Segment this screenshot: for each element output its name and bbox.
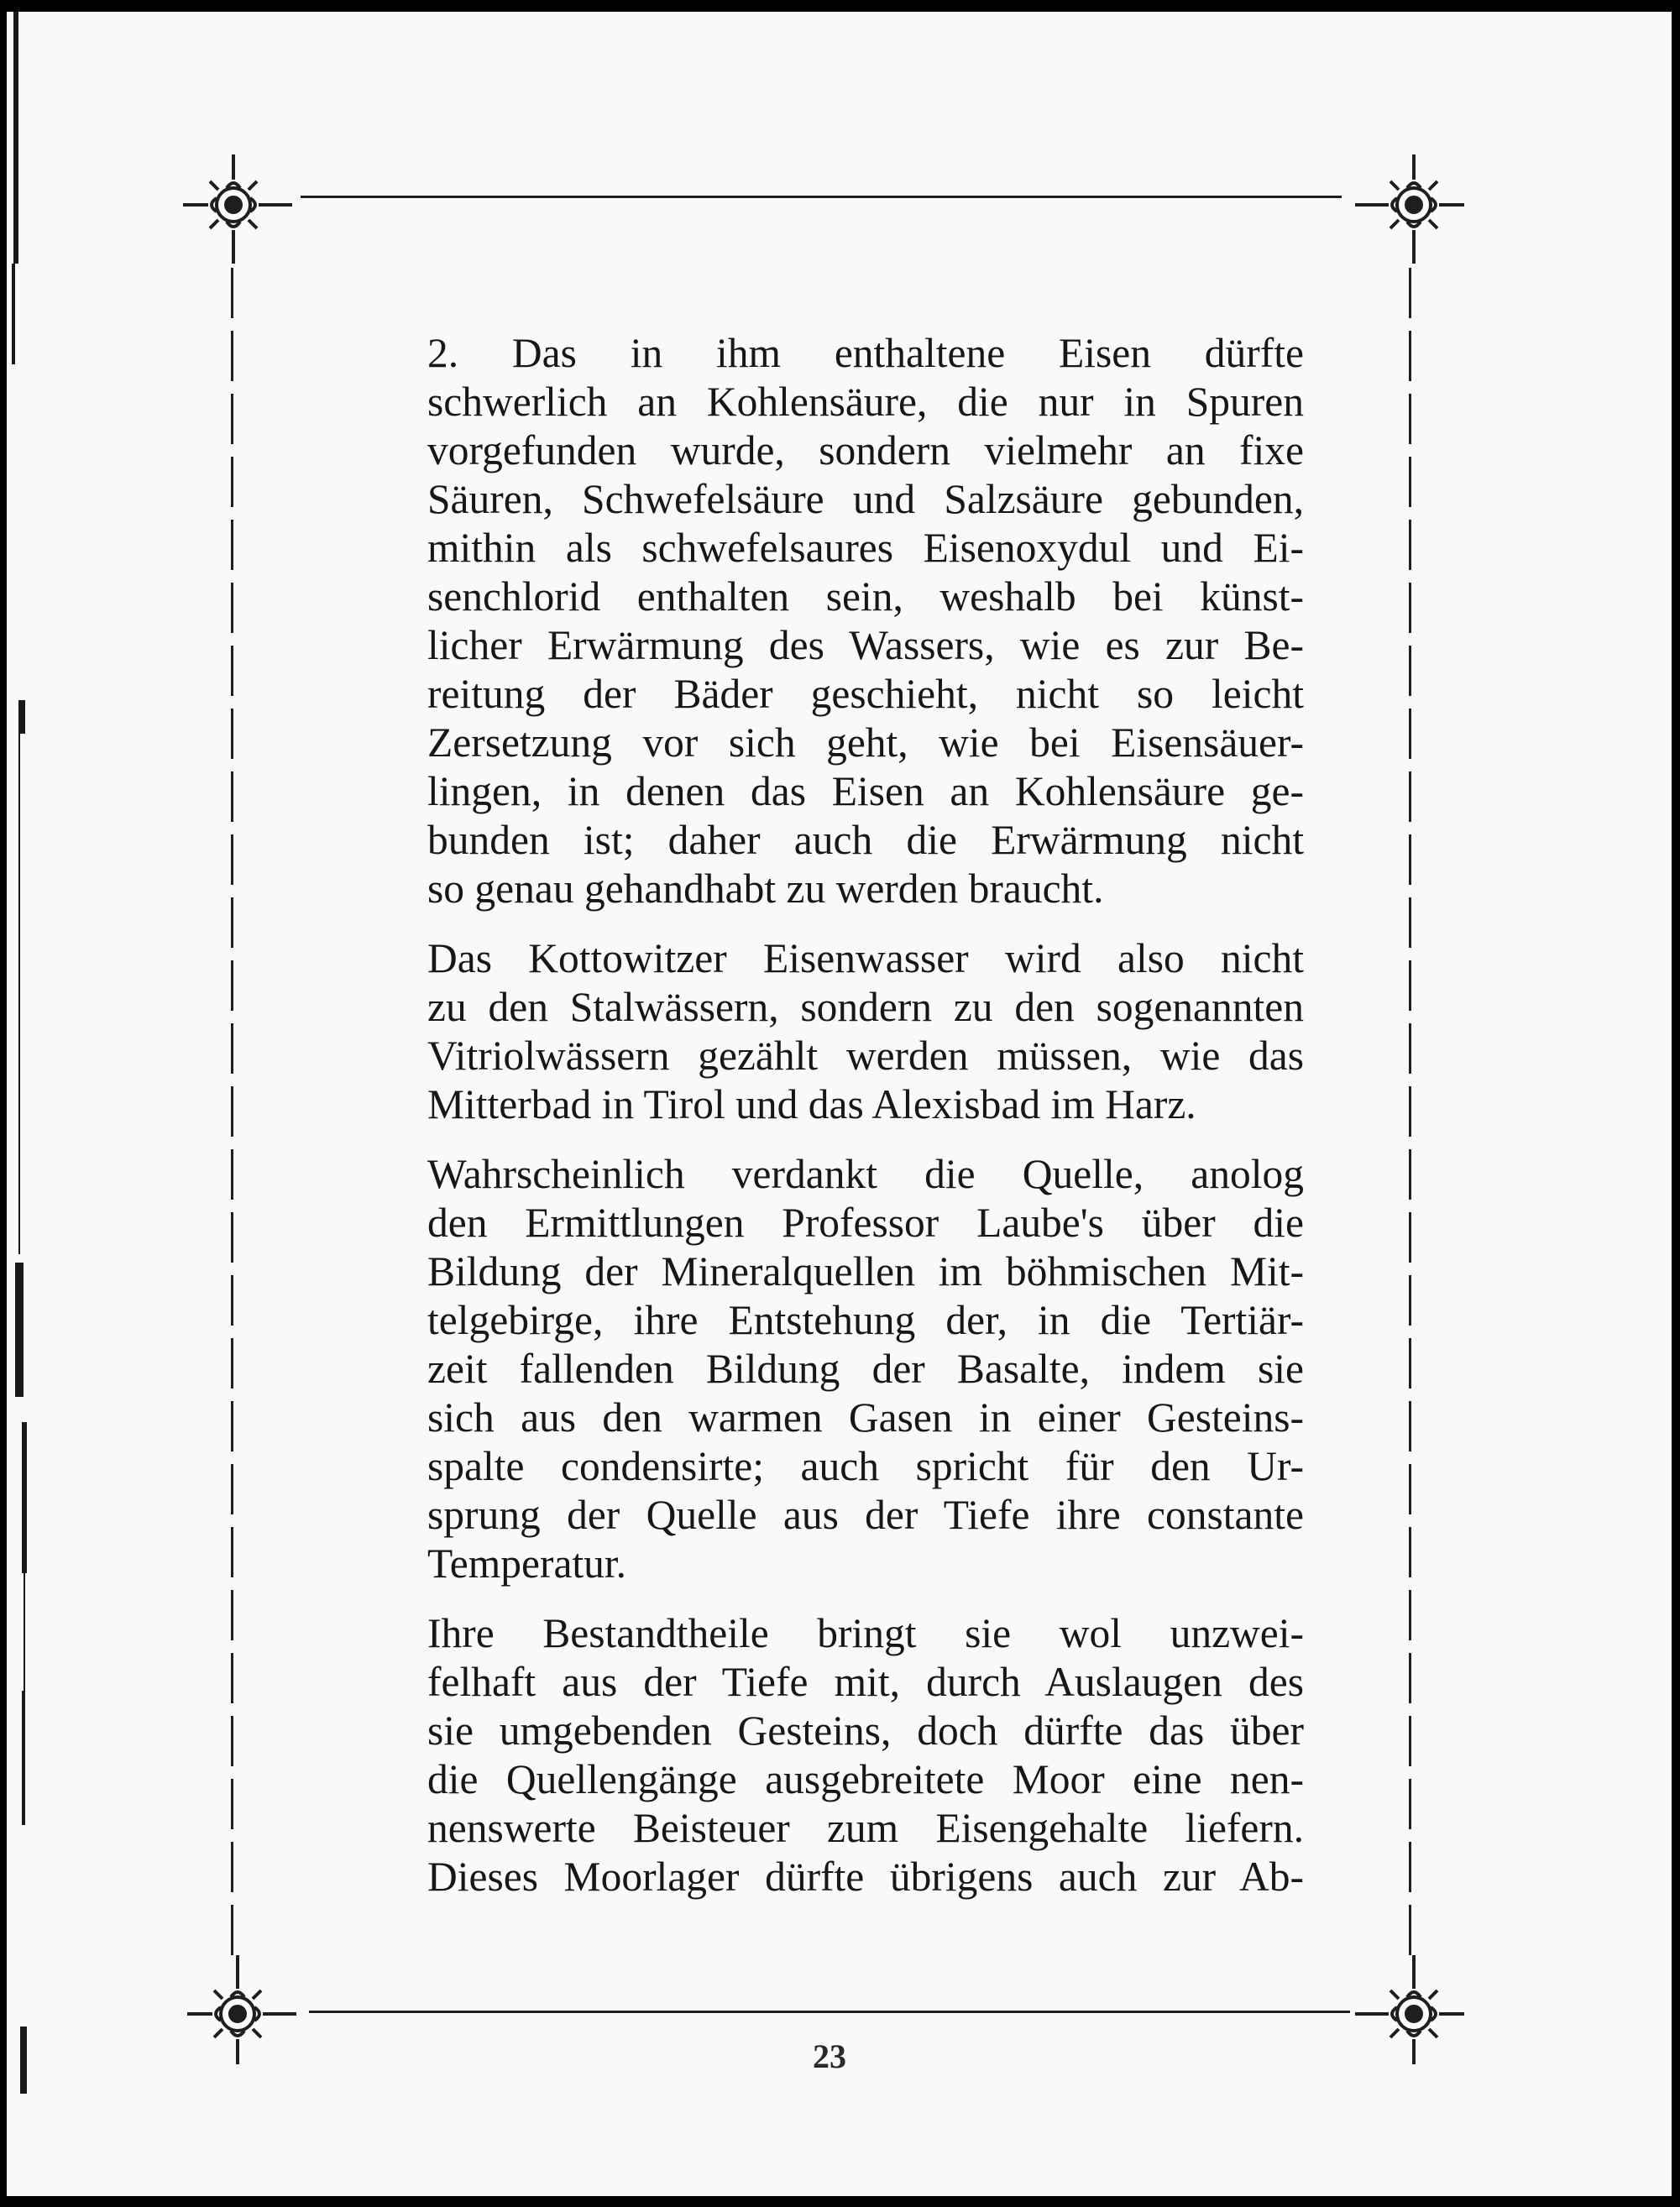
text-line: telgebirge, ihre Entstehung der, in die Tertiär- — [427, 1297, 1304, 1343]
text-line: 2. Das in ihm enthaltene Eisen dürfte — [427, 330, 1304, 376]
text-line: sprung der Quelle aus der Tiefe ihre constante — [427, 1492, 1304, 1538]
frame-bottom-rule — [309, 2011, 1350, 2013]
text-line: reitung der Bäder geschieht, nicht so leicht — [427, 671, 1304, 717]
text-line: zu den Stalwässern, sondern zu den sogenannten — [427, 984, 1304, 1030]
frame-right-rule — [1409, 268, 1411, 1955]
text-line: so genau gehandhabt zu werden braucht. — [427, 866, 1104, 912]
text-line: sie umgebenden Gesteins, doch dürfte das über — [427, 1708, 1304, 1754]
text-line: Mitterbad in Tirol und das Alexisbad im Harz. — [427, 1081, 1196, 1127]
paragraph-3 — [352, 1150, 1304, 1588]
binding-edge — [7, 12, 42, 2196]
corner-ornament-top-left-icon — [166, 138, 301, 272]
text-line: lingen, in denen das Eisen an Kohlensäure ge- — [427, 768, 1304, 814]
text-line: Dieses Moorlager dürfte übrigens auch zur Ab- — [427, 1854, 1304, 1900]
text-line: Vitriolwässern gezählt werden müssen, wie das — [427, 1033, 1304, 1079]
text-line: mithin als schwefelsaures Eisenoxydul und Ei- — [427, 525, 1304, 571]
text-line: Säuren, Schwefelsäure und Salzsäure gebunden, — [427, 476, 1304, 522]
text-line: den Ermittlungen Professor Laube's über die — [427, 1200, 1304, 1246]
text-line: spalte condensirte; auch spricht für den Ur- — [427, 1443, 1304, 1489]
text-line: bunden ist; daher auch die Erwärmung nicht — [427, 817, 1304, 863]
text-line: Wahrscheinlich verdankt die Quelle, anolog — [427, 1151, 1304, 1197]
text-line: senchlorid enthalten sein, weshalb bei künst- — [427, 573, 1304, 620]
text-line: licher Erwärmung des Wassers, wie es zur Be- — [427, 622, 1304, 668]
text-line: felhaft aus der Tiefe mit, durch Auslaugen des — [427, 1659, 1304, 1705]
text-line: Temperatur. — [427, 1540, 627, 1587]
corner-ornament-bottom-left-icon — [170, 1947, 305, 2081]
book-page — [7, 12, 1672, 2196]
text-line: Bildung der Mineralquellen im böhmischen Mit- — [427, 1248, 1304, 1294]
corner-ornament-bottom-right-icon — [1347, 1947, 1481, 2081]
text-line: schwerlich an Kohlensäure, die nur in Spuren — [427, 379, 1304, 425]
paragraph-1 — [352, 329, 1304, 913]
text-line: Zersetzung vor sich geht, wie bei Eisensäuer- — [427, 719, 1304, 766]
text-line: zeit fallenden Bildung der Basalte, indem sie — [427, 1346, 1304, 1392]
frame-top-rule — [301, 196, 1342, 198]
text-line: vorgefunden wurde, sondern vielmehr an fixe — [427, 427, 1304, 473]
page-number: 23 — [813, 2037, 846, 2075]
text-line: Das Kottowitzer Eisenwasser wird also nicht — [427, 935, 1304, 981]
corner-ornament-top-right-icon — [1347, 138, 1481, 272]
text-line: nenswerte Beisteuer zum Eisengehalte liefern. — [427, 1805, 1304, 1851]
body-text — [352, 329, 1304, 1922]
paragraph-2 — [352, 934, 1304, 1129]
frame-left-rule — [231, 268, 233, 1955]
text-line: die Quellengänge ausgebreitete Moor eine nen- — [427, 1756, 1304, 1802]
paragraph-4 — [352, 1609, 1304, 1901]
text-line: Ihre Bestandtheile bringt sie wol unzwei- — [427, 1610, 1304, 1656]
text-line: sich aus den warmen Gasen in einer Gesteins- — [427, 1394, 1304, 1441]
